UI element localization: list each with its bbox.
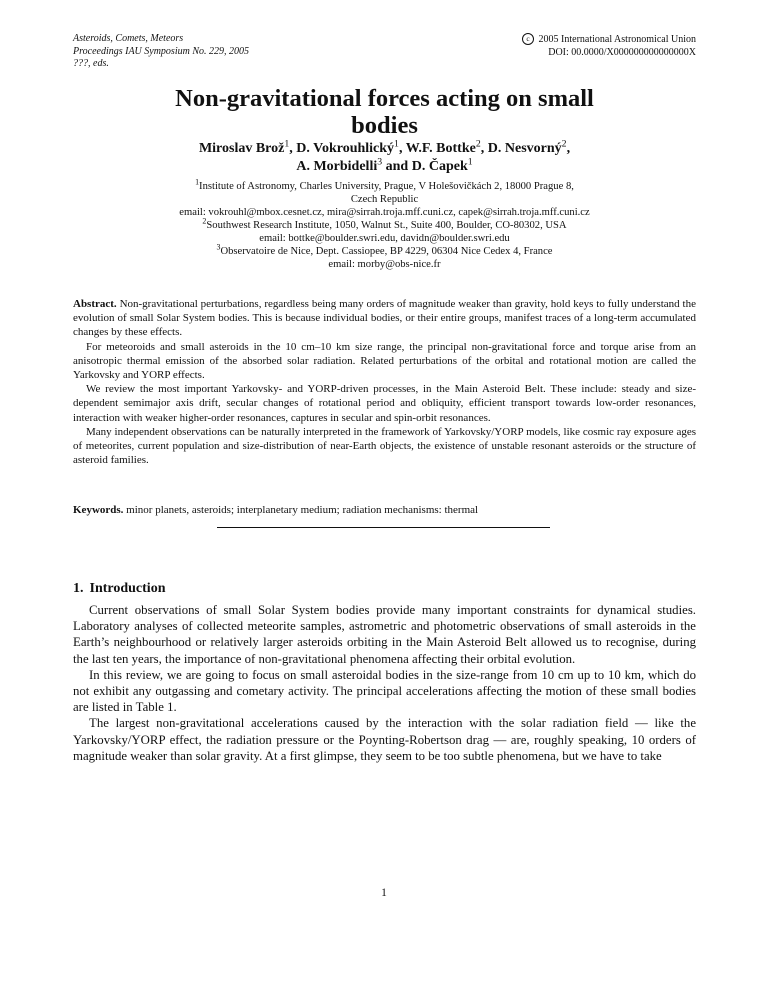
abstract-paragraph: Many independent observations can be naturally interpreted in the framework of Yarkovsky/YORP models, like cosmic ray exposure ages of meteorites, current population and size-distribution of near-Earth objects, the existence of unstable resonant asteroids or the structure of asteroid families.	[73, 425, 696, 467]
affiliation-text: Southwest Research Institute, 1050, Walnut St., Suite 400, Boulder, CO-80302, USA	[206, 220, 567, 231]
author-name: D. Nesvorný	[487, 141, 562, 156]
running-header-series	[73, 33, 249, 71]
affiliation-1-line-2: Czech Republic	[350, 194, 419, 205]
copyright-text: 2005 International Astronomical Union	[538, 34, 696, 45]
author-separator: ,	[480, 141, 488, 156]
author-name: D. Vokrouhlický	[296, 141, 395, 156]
author-line-1	[73, 140, 696, 158]
section-heading	[73, 580, 165, 598]
affiliation-2	[73, 216, 696, 245]
abstract-text: Non-gravitational perturbations, regardless being many orders of magnitude weaker than gravity, hold keys to fully understand the evolution of small Solar System bodies. This is because individual bodies, or their entire groups, manifest traces of a long-term accumulated changes by these effects.	[73, 298, 696, 339]
paper-title	[73, 85, 696, 139]
affiliation-1-line-1	[73, 177, 696, 193]
body-paragraph: The largest non-gravitational accelerations caused by the interaction with the solar radiation field — like the Yarkovsky/YORP effect, the radiation pressure or the Poynting-Robertson drag — are, roughly speaking, 10 orders of magnitude weaker than solar gravity. At a first glimpse, they seem to be too subtle phenomena, but we have to take	[73, 716, 696, 763]
copyright-icon: c	[522, 33, 534, 45]
keywords-label: Keywords.	[73, 504, 124, 516]
author-line-2	[73, 158, 696, 176]
series-line-1: Asteroids, Comets, Meteors	[73, 33, 184, 44]
abstract-paragraph: We review the most important Yarkovsky- and YORP-driven processes, in the Main Asteroid Belt. These include: steady and size-dependent semimajor axis drift, secular changes of rotational period and obliquity, efficient transport towards low-order resonances, interaction with weaker higher-order resonances, captures in secular and spin-orbit resonances.	[73, 383, 696, 424]
abstract-paragraph: For meteoroids and small asteroids in the 10 cm–10 km size range, the principal non-gravitational force and torque arise from an anisotropic thermal emission of the absorbed solar radiation. Related perturbations of the orbital and rotational motion are called the Yarkovsky and YORP effects.	[73, 340, 696, 382]
affil-mark: 1	[195, 177, 200, 187]
author-separator: ,	[398, 141, 406, 156]
keywords-text: minor planets, asteroids; interplanetary medium; radiation mechanisms: thermal	[126, 504, 479, 516]
author-affil-mark: 2	[561, 138, 567, 150]
author-affil-mark: 1	[394, 138, 399, 150]
abstract-label: Abstract.	[73, 298, 117, 310]
author-separator: and	[382, 159, 412, 174]
body-text	[73, 602, 696, 764]
section-number: 1.	[73, 581, 84, 596]
abstract-divider	[217, 527, 550, 528]
series-line-2: Proceedings IAU Symposium No. 229, 2005	[73, 45, 249, 57]
author-separator: ,	[289, 141, 297, 156]
affil-mark: 2	[202, 216, 207, 226]
copyright-line	[420, 33, 696, 47]
section-title: Introduction	[89, 581, 166, 596]
keywords	[73, 503, 696, 517]
affiliation-3	[73, 242, 696, 271]
title-line-1: Non-gravitational forces acting on small	[175, 85, 594, 112]
affiliation-1	[73, 177, 696, 219]
author-name: D. Čapek	[411, 159, 468, 174]
affiliation-text: Observatoire de Nice, Dept. Cassiopee, BP 4229, 06304 Nice Cedex 4, France	[220, 246, 553, 257]
doi-line: DOI: 00.0000/X000000000000000X	[548, 46, 696, 58]
author-name: W.F. Bottke	[405, 141, 476, 156]
affiliation-3-email: email: morby@obs-nice.fr	[328, 259, 441, 270]
affil-mark: 3	[216, 242, 221, 252]
running-header-copyright	[420, 33, 696, 59]
body-paragraph: In this review, we are going to focus on small asteroidal bodies in the size-range from 10 cm up to 10 km, which do not exhibit any outgassing and cometary activity. The principal accelerations affecting the motion of these small bodies are listed in Table 1.	[73, 667, 696, 715]
abstract-paragraph	[73, 297, 696, 340]
series-line-3: ???, eds.	[73, 58, 109, 69]
author-affil-mark: 1	[284, 138, 290, 150]
body-paragraph: Current observations of small Solar System bodies provide many important constraints for dynamical studies. Laboratory analyses of collected meteorite samples, astrometric and photometric observations of small asteroids in the Earth’s neighbourhood or relatively larger asteroids orbiting in the Main Asteroid Belt allowed us to recognise, during the last ten years, the importance of non-gravitational phenomena affecting their orbital evolution.	[73, 603, 696, 666]
page-number: 1	[381, 887, 387, 899]
affiliation-1-email: email: vokrouhl@mbox.cesnet.cz, mira@sirrah.troja.mff.cuni.cz, capek@sirrah.troja.mff.cuni.cz	[179, 207, 590, 218]
affiliation-3-line-1	[73, 242, 696, 258]
author-list	[73, 140, 696, 176]
author-separator: ,	[566, 141, 571, 156]
author-affil-mark: 3	[377, 156, 383, 168]
author-affil-mark: 1	[467, 156, 473, 168]
author-name: Miroslav Brož	[198, 141, 285, 156]
abstract	[73, 297, 696, 467]
affiliation-2-line-1	[73, 216, 696, 232]
title-line-2: bodies	[351, 112, 418, 139]
affiliation-2-email: email: bottke@boulder.swri.edu, davidn@boulder.swri.edu	[259, 233, 510, 244]
author-name: A. Morbidelli	[296, 159, 378, 174]
affiliation-text: Institute of Astronomy, Charles University, Prague, V Holešovičkách 2, 18000 Prague 8,	[199, 181, 574, 192]
author-affil-mark: 2	[475, 138, 481, 150]
